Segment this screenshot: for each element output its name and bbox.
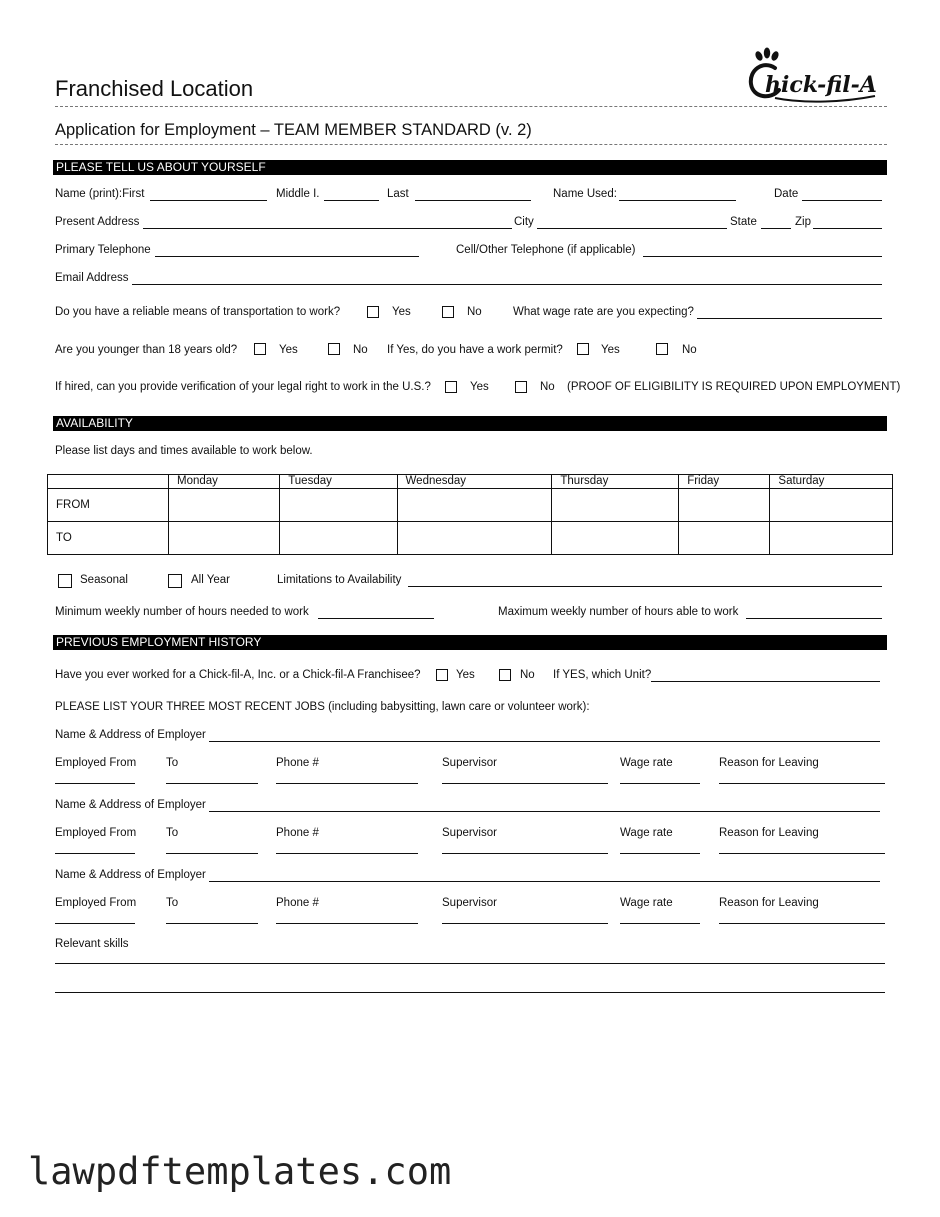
relevant-skills-line-1[interactable]: [55, 963, 885, 964]
job-1-to-field[interactable]: [166, 783, 258, 784]
legal-no-label: No: [540, 381, 555, 393]
date-label: Date: [774, 188, 799, 200]
seasonal-checkbox[interactable]: [58, 574, 72, 588]
employer-3-field[interactable]: [209, 881, 880, 882]
availability-instructions: Please list days and times available to work below.: [55, 445, 313, 457]
min-hours-field[interactable]: [318, 618, 434, 619]
job-2-reason-field[interactable]: [719, 853, 885, 854]
form-title: Application for Employment – TEAM MEMBER STANDARD (v. 2): [55, 121, 532, 139]
svg-text:hick-fil-A: hick-fil-A: [765, 72, 877, 98]
cell-phone-field[interactable]: [643, 256, 882, 257]
reason-label: Reason for Leaving: [719, 757, 819, 769]
wage-rate-label: Wage rate: [620, 827, 673, 839]
availability-to-row: [48, 522, 893, 555]
employed-from-label: Employed From: [55, 757, 137, 769]
job-3-wage-field[interactable]: [620, 923, 700, 924]
job-3-reason-field[interactable]: [719, 923, 885, 924]
job-1-phone-field[interactable]: [276, 783, 418, 784]
watermark-text: lawpdftemplates.com: [28, 1150, 452, 1193]
max-hours-field[interactable]: [746, 618, 882, 619]
legal-yes-label: Yes: [470, 381, 489, 393]
seasonal-label: Seasonal: [80, 574, 128, 586]
location-title: Franchised Location: [55, 76, 254, 101]
corner-cell: [48, 475, 169, 489]
name-used-field[interactable]: [619, 200, 736, 201]
phone-label: Phone #: [276, 827, 319, 839]
relevant-skills-label: Relevant skills: [55, 938, 129, 950]
relevant-skills-line-2[interactable]: [55, 992, 885, 993]
header-divider: [55, 106, 887, 107]
to-tuesday-cell[interactable]: [280, 522, 397, 555]
section-employment-header: PREVIOUS EMPLOYMENT HISTORY: [53, 635, 887, 650]
reason-label: Reason for Leaving: [719, 827, 819, 839]
job-2-wage-field[interactable]: [620, 853, 700, 854]
job-1-reason-field[interactable]: [719, 783, 885, 784]
worked-no-checkbox[interactable]: [499, 669, 511, 681]
job-3-from-field[interactable]: [55, 923, 135, 924]
name-used-label: Name Used:: [553, 188, 617, 200]
middle-initial-field[interactable]: [324, 200, 379, 201]
day-header: Wednesday: [397, 475, 552, 489]
to-monday-cell[interactable]: [169, 522, 280, 555]
under18-yes-label: Yes: [279, 344, 298, 356]
from-friday-cell[interactable]: [679, 489, 770, 522]
permit-no-checkbox[interactable]: [656, 343, 668, 355]
supervisor-label: Supervisor: [442, 827, 497, 839]
which-unit-field[interactable]: [651, 681, 880, 682]
to-label: To: [166, 827, 179, 839]
phone-label: Phone #: [276, 757, 319, 769]
email-label: Email Address: [55, 272, 129, 284]
availability-header-row: [48, 475, 893, 489]
worked-yes-label: Yes: [456, 669, 475, 681]
day-header: Friday: [679, 475, 770, 489]
first-name-field[interactable]: [150, 200, 267, 201]
job-2-phone-field[interactable]: [276, 853, 418, 854]
from-monday-cell[interactable]: [169, 489, 280, 522]
under18-yes-checkbox[interactable]: [254, 343, 266, 355]
max-hours-label: Maximum weekly number of hours able to work: [498, 606, 739, 618]
employed-from-label: Employed From: [55, 827, 137, 839]
state-label: State: [730, 216, 757, 228]
primary-phone-label: Primary Telephone: [55, 244, 151, 256]
jobs-instructions: PLEASE LIST YOUR THREE MOST RECENT JOBS (including babysitting, lawn care or volunteer work):: [55, 701, 590, 713]
first-name-label: Name (print):First: [55, 188, 145, 200]
wage-field[interactable]: [697, 318, 882, 319]
legal-no-checkbox[interactable]: [515, 381, 527, 393]
cell-phone-label: Cell/Other Telephone (if applicable): [456, 244, 636, 256]
day-header: Thursday: [552, 475, 679, 489]
employer-2-field[interactable]: [209, 811, 880, 812]
last-name-field[interactable]: [415, 200, 531, 201]
job-1-supervisor-field[interactable]: [442, 783, 608, 784]
under18-no-checkbox[interactable]: [328, 343, 340, 355]
to-saturday-cell[interactable]: [770, 522, 893, 555]
zip-label: Zip: [795, 216, 811, 228]
worked-question: Have you ever worked for a Chick-fil-A, Inc. or a Chick-fil-A Franchisee?: [55, 669, 421, 681]
last-name-label: Last: [387, 188, 409, 200]
permit-yes-label: Yes: [601, 344, 620, 356]
row-label-to: TO: [48, 522, 169, 555]
which-unit-label: If YES, which Unit?: [553, 669, 652, 681]
city-field[interactable]: [537, 228, 727, 229]
to-thursday-cell[interactable]: [552, 522, 679, 555]
wage-rate-label: Wage rate: [620, 897, 673, 909]
city-label: City: [514, 216, 534, 228]
present-address-label: Present Address: [55, 216, 140, 228]
under18-question: Are you younger than 18 years old?: [55, 344, 238, 356]
primary-phone-field[interactable]: [155, 256, 419, 257]
job-2-to-field[interactable]: [166, 853, 258, 854]
transport-yes-checkbox[interactable]: [367, 306, 379, 318]
permit-question: If Yes, do you have a work permit?: [387, 344, 563, 356]
transport-no-checkbox[interactable]: [442, 306, 454, 318]
row-label-from: FROM: [48, 489, 169, 522]
permit-no-label: No: [682, 344, 697, 356]
to-label: To: [166, 897, 179, 909]
limitations-field[interactable]: [408, 586, 882, 587]
job-2-from-field[interactable]: [55, 853, 135, 854]
worked-no-label: No: [520, 669, 535, 681]
proof-note: (PROOF OF ELIGIBILITY IS REQUIRED UPON EMPLOYMENT): [567, 381, 901, 393]
limitations-label: Limitations to Availability: [277, 574, 402, 586]
day-header: Saturday: [770, 475, 893, 489]
job-3-to-field[interactable]: [166, 923, 258, 924]
employer-label: Name & Address of Employer: [55, 869, 206, 881]
transport-yes-label: Yes: [392, 306, 411, 318]
date-field[interactable]: [802, 200, 882, 201]
job-3-supervisor-field[interactable]: [442, 923, 608, 924]
supervisor-label: Supervisor: [442, 897, 497, 909]
under18-no-label: No: [353, 344, 368, 356]
employer-label: Name & Address of Employer: [55, 729, 206, 741]
job-1-from-field[interactable]: [55, 783, 135, 784]
employer-1-field[interactable]: [209, 741, 880, 742]
to-friday-cell[interactable]: [679, 522, 770, 555]
to-label: To: [166, 757, 179, 769]
legal-question: If hired, can you provide verification of your legal right to work in the U.S.?: [55, 381, 431, 393]
from-wednesday-cell[interactable]: [397, 489, 552, 522]
transport-question: Do you have a reliable means of transportation to work?: [55, 306, 341, 318]
zip-field[interactable]: [813, 228, 882, 229]
legal-yes-checkbox[interactable]: [445, 381, 457, 393]
to-wednesday-cell[interactable]: [397, 522, 552, 555]
all-year-checkbox[interactable]: [168, 574, 182, 588]
chick-fil-a-logo: [745, 46, 880, 106]
job-3-phone-field[interactable]: [276, 923, 418, 924]
transport-no-label: No: [467, 306, 482, 318]
day-header: Tuesday: [280, 475, 397, 489]
all-year-label: All Year: [191, 574, 231, 586]
employer-label: Name & Address of Employer: [55, 799, 206, 811]
employed-from-label: Employed From: [55, 897, 137, 909]
wage-question: What wage rate are you expecting?: [513, 306, 694, 318]
email-field[interactable]: [132, 284, 882, 285]
permit-yes-checkbox[interactable]: [577, 343, 589, 355]
from-tuesday-cell[interactable]: [280, 489, 397, 522]
job-1-wage-field[interactable]: [620, 783, 700, 784]
present-address-field[interactable]: [143, 228, 512, 229]
from-thursday-cell[interactable]: [552, 489, 679, 522]
availability-from-row: [48, 489, 893, 522]
job-2-supervisor-field[interactable]: [442, 853, 608, 854]
title-divider: [55, 144, 887, 145]
state-field[interactable]: [761, 228, 791, 229]
middle-initial-label: Middle I.: [276, 188, 320, 200]
reason-label: Reason for Leaving: [719, 897, 819, 909]
phone-label: Phone #: [276, 897, 319, 909]
from-saturday-cell[interactable]: [770, 489, 893, 522]
worked-yes-checkbox[interactable]: [436, 669, 448, 681]
day-header: Monday: [169, 475, 280, 489]
wage-rate-label: Wage rate: [620, 757, 673, 769]
min-hours-label: Minimum weekly number of hours needed to work: [55, 606, 309, 618]
section-about-header: PLEASE TELL US ABOUT YOURSELF: [53, 160, 887, 175]
supervisor-label: Supervisor: [442, 757, 497, 769]
section-availability-header: AVAILABILITY: [53, 416, 887, 431]
availability-table: [47, 474, 893, 555]
